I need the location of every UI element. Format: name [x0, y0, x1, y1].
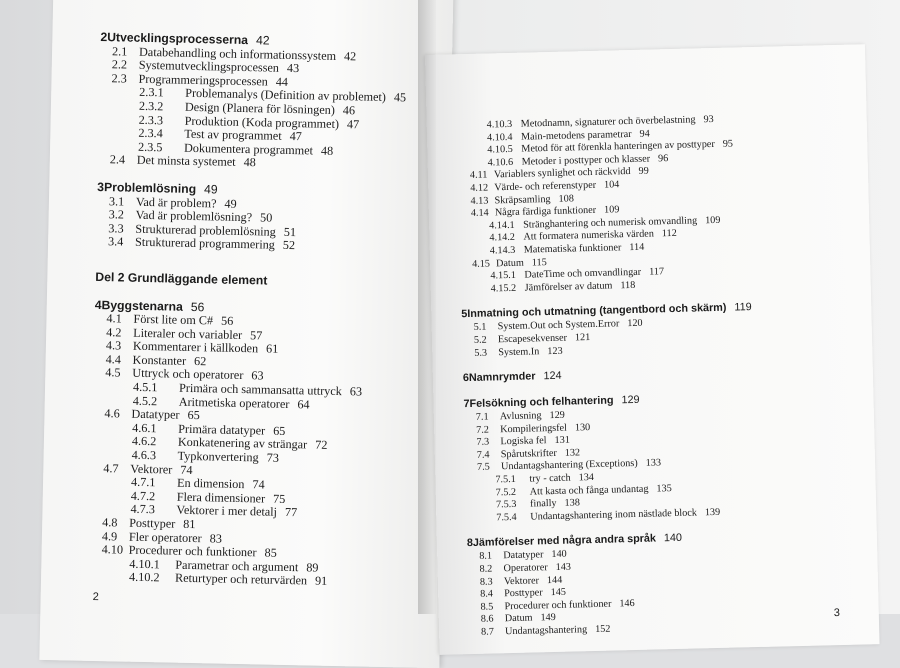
toc-entry-number: 2.3.3	[138, 112, 164, 127]
toc-entry-number: 2.3.1	[139, 85, 164, 100]
toc-entry-page: 132	[564, 447, 581, 459]
toc-entry-title: Datatyper	[131, 406, 180, 422]
toc-entry-title: Inmatning och utmatning (tangentbord och skärm)	[467, 302, 727, 321]
toc-entry-page: 108	[558, 192, 574, 205]
toc-entry	[95, 271, 402, 291]
page-number-left: 2	[92, 590, 99, 604]
toc-entry-title: Procedurer och funktioner	[504, 598, 612, 613]
toc-entry-number: 4.14.2	[489, 232, 516, 244]
toc-entry-number: 4.6.1	[132, 420, 157, 436]
toc-entry-title: Konkatenering av strängar	[177, 435, 308, 452]
toc-entry-title: Dokumentera programmet	[183, 140, 314, 158]
toc-entry-number: 7.2	[476, 424, 490, 436]
toc-entry-page: 131	[554, 434, 570, 447]
toc-entry-page: 139	[704, 506, 721, 519]
toc-entry-page: 52	[282, 238, 296, 253]
toc-entry-page: 95	[722, 138, 734, 150]
toc-entry-page: 48	[320, 143, 334, 158]
toc-entry-number: 7.5	[476, 462, 490, 474]
toc-entry-title: Operatorer	[503, 562, 548, 575]
toc-entry-page: 134	[578, 472, 595, 484]
toc-entry-number: 3.1	[108, 193, 125, 209]
toc-entry-number: 3	[97, 179, 105, 195]
toc-entry-number: 2.3.2	[138, 98, 164, 114]
toc-entry-number: 2.3	[111, 71, 127, 86]
toc-entry-title: Jämförelser av datum	[524, 280, 613, 294]
toc-entry-number: 4.5	[105, 365, 121, 380]
toc-entry-title: Undantagshantering (Exceptions)	[500, 458, 638, 473]
toc-entry-number: 4.7.3	[130, 502, 156, 517]
toc-entry-number: 4.6.2	[131, 434, 157, 449]
toc-entry-page: 114	[629, 241, 645, 254]
toc-entry-title: Flera dimensioner	[176, 489, 266, 506]
toc-entry-title: Strukturerad problemlösning	[135, 221, 276, 239]
toc-entry-page: 130	[574, 421, 591, 434]
toc-entry-page: 65	[273, 423, 286, 438]
toc-entry	[463, 363, 754, 386]
toc-entry-number: 8.4	[480, 588, 494, 601]
left-toc	[89, 17, 408, 590]
toc-entry-page: 96	[657, 152, 669, 165]
toc-entry-number: 6	[462, 372, 470, 385]
toc-entry-number: 4.10.3	[486, 118, 513, 131]
toc-entry-page: 133	[645, 457, 662, 470]
toc-entry-title: Systemutvecklingsprocessen	[138, 57, 280, 75]
toc-entry-page: 43	[286, 61, 300, 76]
toc-entry-title: System.Out och System.Error	[497, 318, 620, 333]
toc-entry-title: Test av programmet	[184, 126, 282, 143]
toc-entry-page: 81	[183, 516, 196, 532]
toc-entry-title: Metod för att förenkla hanteringen av posttyper	[521, 139, 715, 155]
right-page	[425, 44, 880, 655]
toc-entry-number: 4.7.1	[130, 474, 156, 490]
toc-entry-number: 8	[466, 537, 474, 550]
toc-entry-title: Undantagshantering inom nästlade block	[530, 507, 698, 523]
toc-entry-title: Posttyper	[504, 587, 543, 600]
toc-entry-number: 8.6	[480, 613, 494, 626]
toc-entry-title: Vad är problem?	[135, 194, 217, 210]
toc-entry-title: Värde- och referenstyper	[494, 179, 597, 194]
toc-entry-number: 8.3	[479, 576, 493, 588]
toc-entry-title: Del 2 Grundläggande element	[95, 269, 268, 288]
toc-entry-number: 4.13	[470, 195, 489, 207]
toc-entry-title: Först lite om C#	[133, 311, 214, 328]
toc-entry-page: 104	[603, 179, 620, 191]
toc-entry-title: Skräpsamling	[494, 193, 551, 206]
toc-entry-number: 4.6.3	[131, 447, 157, 463]
toc-entry-number: 7.5.2	[495, 486, 517, 499]
toc-entry-title: Uttryck och operatorer	[132, 366, 244, 383]
page-number-right: 3	[833, 607, 841, 620]
toc-entry-page: 42	[255, 33, 270, 48]
toc-entry-title: Fler operatorer	[128, 529, 202, 545]
toc-entry-number: 7.5.4	[496, 511, 517, 524]
toc-entry-page: 47	[346, 116, 360, 131]
toc-entry-number: 4.5.1	[132, 379, 158, 395]
toc-entry-number: 2.3.5	[137, 139, 163, 155]
toc-entry-page: 73	[266, 450, 280, 465]
toc-entry-page: 144	[546, 574, 563, 586]
toc-entry-number: 8.1	[479, 550, 493, 563]
toc-entry-page: 42	[343, 48, 357, 63]
toc-entry-page: 85	[264, 545, 277, 560]
toc-entry-page: 146	[619, 597, 635, 610]
toc-entry-page: 47	[289, 129, 302, 144]
toc-entry-number: 8.2	[479, 563, 493, 575]
toc-entry-title: Spårutskrifter	[500, 447, 557, 461]
toc-entry-page: 140	[663, 532, 683, 545]
toc-entry-title: Datatyper	[503, 549, 544, 562]
toc-entry-page: 152	[594, 623, 611, 636]
toc-entry-page: 91	[314, 573, 328, 589]
toc-entry-page: 121	[574, 331, 591, 344]
toc-entry-page: 115	[531, 256, 547, 268]
toc-entry-page: 50	[259, 210, 273, 225]
toc-entry-number: 4.15.1	[490, 269, 517, 282]
toc-entry-page: 75	[272, 491, 286, 506]
toc-entry-number: 7.3	[476, 436, 490, 449]
toc-entry-page: 145	[550, 586, 567, 599]
toc-entry-number: 4.4	[105, 352, 122, 367]
toc-entry-page: 61	[265, 341, 279, 357]
toc-entry-title: Jämförelser med några andra språk	[472, 532, 657, 550]
toc-entry-page: 135	[656, 482, 672, 495]
toc-entry-number: 4.10	[101, 542, 124, 557]
toc-entry-title: Strukturerad programmering	[134, 235, 276, 252]
toc-entry-title: Utvecklingsprocesserna	[107, 30, 249, 48]
toc-entry-number: 7	[463, 398, 470, 411]
toc-entry-title: Primära och sammansatta uttryck	[178, 380, 342, 399]
toc-entry-number: 4.14.3	[489, 244, 516, 257]
toc-entry-number: 4	[94, 297, 102, 312]
toc-entry-title: En dimension	[176, 475, 245, 492]
toc-entry-title: Problemlösning	[103, 180, 197, 196]
toc-entry-number: 2.1	[111, 43, 128, 59]
toc-entry-page: 77	[284, 505, 298, 520]
toc-entry-number: 4.14	[470, 207, 489, 220]
toc-entry-title: Att formatera numeriska värden	[523, 228, 654, 243]
toc-entry-page: 65	[187, 408, 200, 423]
toc-entry-number: 5.2	[473, 334, 487, 346]
toc-entry-page: 109	[705, 214, 721, 226]
toc-entry-title: Typkonvertering	[177, 448, 259, 465]
toc-entry-page: 94	[639, 128, 650, 140]
toc-entry-page: 129	[621, 393, 640, 407]
toc-entry-page: 49	[203, 182, 218, 197]
toc-entry-number: 3.2	[108, 207, 125, 222]
toc-entry-page: 89	[306, 560, 319, 575]
toc-entry-number: 2.3.4	[138, 125, 163, 141]
toc-entry-title: Några färdiga funktioner	[494, 205, 597, 219]
toc-entry-number: 4.8	[102, 515, 118, 530]
toc-entry-page: 44	[275, 74, 289, 89]
toc-entry-number: 2.4	[109, 152, 126, 167]
toc-entry-number: 3.3	[108, 220, 124, 236]
toc-entry-title: Procedurer och funktioner	[128, 542, 257, 560]
toc-entry-page: 56	[220, 313, 234, 328]
toc-entry-page: 109	[603, 204, 620, 216]
toc-entry-number: 2	[100, 29, 108, 45]
toc-entry-page: 74	[180, 462, 193, 477]
toc-entry-title: Metoder i posttyper och klasser	[521, 153, 651, 168]
toc-entry-page: 49	[224, 196, 237, 211]
toc-entry-number: 4.14.1	[489, 219, 515, 232]
toc-entry-number: 4.5.2	[132, 393, 158, 408]
toc-entry-number: 7.1	[475, 411, 489, 423]
toc-entry-page: 48	[243, 155, 256, 170]
toc-entry-title: Matematiska funktioner	[523, 242, 622, 256]
toc-entry-page: 120	[627, 318, 643, 330]
toc-entry-title: System.In	[498, 345, 540, 358]
toc-entry-page: 63	[251, 368, 264, 383]
toc-entry-page: 57	[249, 327, 263, 343]
toc-entry-number: 4.10.1	[129, 556, 160, 572]
toc-entry-page: 118	[620, 279, 636, 292]
left-page	[39, 0, 454, 668]
toc-entry-number: 4.7.2	[130, 488, 156, 504]
toc-entry-title: Konstanter	[132, 352, 187, 368]
toc-entry-title: Produktion (Koda programmet)	[184, 113, 340, 131]
toc-entry-page: 51	[283, 224, 297, 239]
toc-entry-number: 4.9	[101, 528, 118, 544]
toc-entry-page: 83	[209, 530, 223, 546]
toc-entry-title: Posttyper	[129, 515, 176, 531]
toc-entry-title: Logiska fel	[500, 435, 547, 448]
toc-entry-title: Primära datatyper	[178, 421, 266, 438]
toc-entry-title: Parametrar och argument	[175, 557, 299, 575]
toc-entry-title: Avlusning	[499, 410, 542, 423]
toc-entry-title: Problemanalys (Definition av problemet)	[185, 86, 387, 105]
toc-entry-title: Variablers synlighet och räckvidd	[493, 166, 631, 181]
toc-entry-title: Datum	[495, 257, 524, 269]
toc-entry-title: Namnrymder	[468, 370, 536, 385]
toc-entry-number: 4.3	[105, 338, 122, 353]
toc-entry-number: 3.4	[107, 234, 124, 249]
toc-entry-page: 119	[734, 301, 752, 314]
toc-entry-number: 4.10.5	[487, 144, 513, 156]
toc-entry-number: 4.1	[106, 311, 122, 326]
toc-entry-number: 4.15	[471, 258, 491, 270]
toc-entry-title: Att kasta och fånga undantag	[529, 483, 649, 498]
toc-entry-title: Literaler och variabler	[133, 325, 243, 342]
toc-entry-title: Vektorer	[503, 574, 540, 587]
toc-entry-page: 129	[549, 409, 565, 422]
toc-entry-number: 2.2	[111, 57, 128, 72]
toc-entry-number: 5.3	[474, 347, 488, 359]
toc-entry-page: 74	[252, 477, 265, 492]
toc-entry-page: 62	[193, 353, 207, 369]
toc-entry-title: Returtyper och returvärden	[174, 571, 308, 588]
book-gutter	[418, 0, 436, 614]
toc-entry-page: 99	[638, 165, 649, 178]
toc-entry-page: 143	[555, 561, 572, 573]
toc-entry-title: Stränghantering och numerisk omvandling	[523, 215, 698, 231]
toc-entry-page: 64	[297, 396, 310, 412]
toc-entry-title: Kompileringsfel	[500, 422, 568, 435]
toc-entry-number: 4.10.6	[487, 156, 514, 169]
toc-entry-number: 5	[461, 308, 468, 321]
toc-entry-number: 4.11	[469, 169, 488, 182]
toc-entry-page: 56	[190, 299, 205, 314]
toc-entry-title: Byggstenarna	[101, 297, 183, 314]
toc-entry-page: 124	[543, 369, 562, 383]
toc-entry-number: 8.5	[480, 601, 494, 613]
toc-entry-page: 117	[649, 266, 665, 278]
toc-entry-title: DateTime och omvandlingar	[524, 266, 642, 281]
toc-entry-number: 5.1	[473, 321, 487, 334]
toc-entry-number: 4.10.2	[128, 570, 160, 585]
toc-entry-page: 112	[661, 228, 677, 240]
toc-entry-title: Vad är problemlösning?	[135, 207, 253, 225]
right-toc	[457, 113, 760, 640]
toc-entry-page: 63	[349, 384, 363, 399]
toc-entry-number: 4.15.2	[490, 282, 517, 295]
toc-entry-title: Databehandling och informationssystem	[138, 44, 337, 63]
toc-entry-page: 138	[564, 497, 581, 509]
toc-entry-number: 4.12	[470, 182, 489, 194]
toc-entry-page: 149	[540, 612, 556, 624]
toc-entry-number: 7.5.1	[495, 473, 516, 486]
toc-entry-title: Datum	[504, 612, 533, 625]
toc-entry-page: 93	[703, 113, 714, 126]
toc-entry-page: 123	[547, 345, 563, 357]
toc-entry-number: 4.2	[106, 324, 122, 340]
toc-entry-title: Vektorer	[130, 461, 173, 477]
toc-entry-number: 7.5.3	[495, 499, 517, 511]
toc-entry-number: 4.6	[104, 406, 120, 421]
toc-entry-title: Aritmetiska operatorer	[178, 394, 290, 411]
toc-entry-title: Kommentarer i källkoden	[132, 339, 259, 356]
toc-entry-page: 72	[315, 438, 328, 453]
toc-entry-number: 4.7	[103, 460, 119, 476]
toc-entry-page: 46	[342, 103, 356, 118]
toc-entry-title: finally	[529, 498, 557, 510]
toc-entry-title: Det minsta systemet	[136, 153, 236, 170]
toc-entry-title: Felsökning och felhantering	[469, 394, 614, 411]
toc-entry-number: 8.7	[480, 626, 494, 638]
toc-entry-page: 140	[551, 549, 567, 561]
toc-entry-title: Main-metodens parametrar	[520, 128, 632, 143]
toc-entry-page: 45	[393, 90, 407, 105]
toc-entry-title: Design (Planera för lösningen)	[184, 99, 336, 117]
toc-entry-title: Programmeringsprocessen	[138, 71, 268, 89]
toc-entry-title: Undantagshantering	[504, 624, 588, 638]
toc-entry-number: 7.4	[476, 449, 490, 461]
toc-entry-title: Escapesekvenser	[497, 332, 568, 346]
toc-entry-title: Metodnamn, signaturer och överbelastning	[520, 114, 696, 130]
toc-entry-title: Vektorer i mer detalj	[176, 503, 278, 520]
toc-entry-title: try - catch	[529, 472, 571, 485]
toc-entry-number: 4.10.4	[486, 131, 513, 144]
